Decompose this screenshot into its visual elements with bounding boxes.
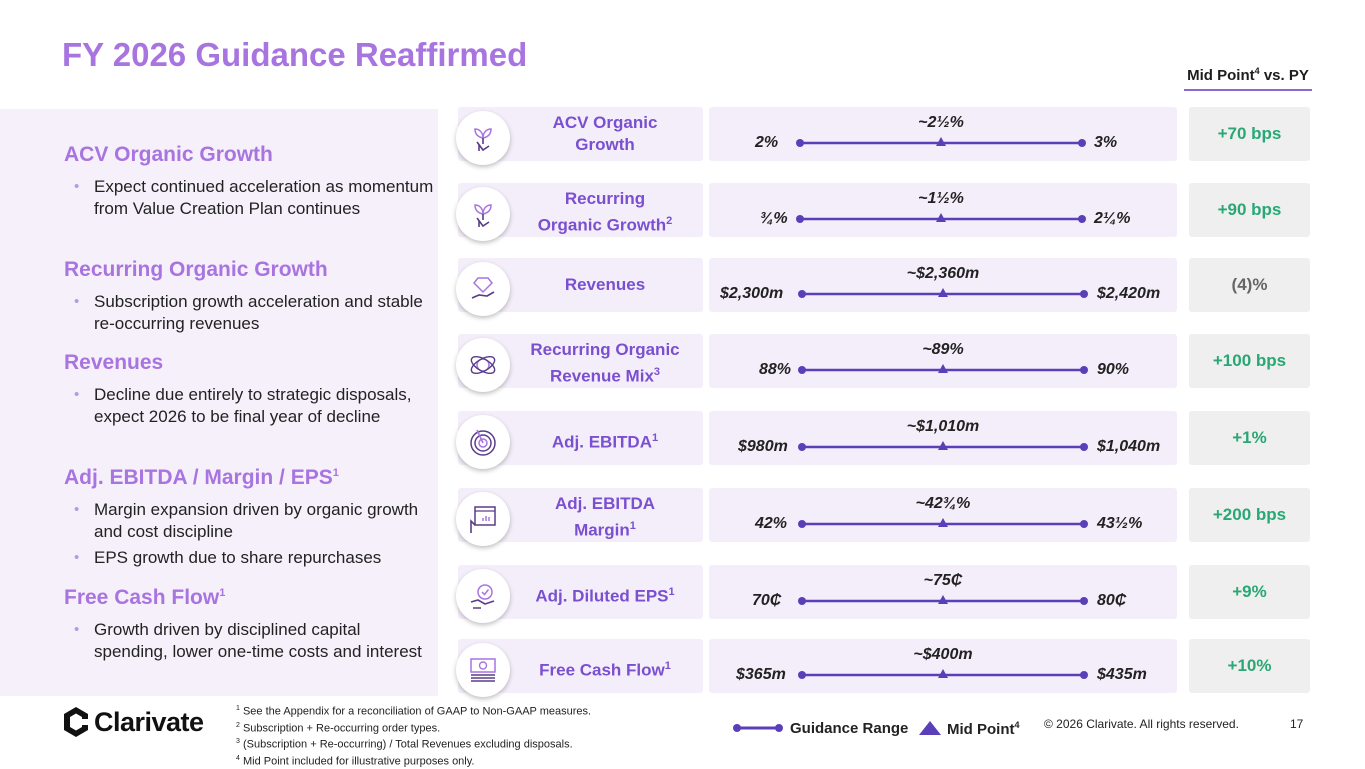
midpoint-marker [938, 441, 948, 450]
vs-prior-year-value: +9% [1189, 565, 1310, 619]
metric-label-line2: Organic Growth [537, 215, 667, 235]
range-low-marker [798, 520, 806, 528]
footnote-line [236, 719, 591, 736]
range-low-value: 42% [755, 515, 788, 532]
clarivate-logo-icon [62, 706, 90, 738]
midpoint-value: ~$2,360m [906, 265, 980, 282]
metric-label-line1: Recurring [564, 189, 646, 208]
copyright: © 2026 Clarivate. All rights reserved. [1044, 717, 1239, 731]
vs-prior-year-value: +1% [1189, 411, 1310, 465]
metric-label-line1: ACV Organic [552, 113, 658, 132]
range-low-value: $2,300m [720, 285, 784, 302]
metric-label-sup: 2 [666, 215, 673, 227]
section-bullet: • Subscription growth acceleration and stable re-occurring revenues [80, 291, 434, 335]
range-high-value: $2,420m [1097, 285, 1161, 302]
guidance-range-line [0, 591, 1365, 611]
guidance-range-line [0, 514, 1365, 534]
footnote-line [236, 702, 591, 719]
midpoint-marker [936, 213, 946, 222]
midpoint-marker [936, 137, 946, 146]
legend-range-label: Guidance Range [790, 720, 909, 737]
midpoint-marker [938, 518, 948, 527]
section-title [64, 258, 328, 282]
metric-label-sup: 3 [653, 366, 661, 378]
midpoint-marker [938, 669, 948, 678]
vs-prior-year-value: +100 bps [1189, 334, 1310, 388]
section-title-text: Revenues [64, 351, 164, 374]
footnote-sup: 4 [236, 754, 240, 762]
metric-label-sup: 1 [651, 432, 659, 444]
vs-prior-year-value: +10% [1189, 639, 1310, 693]
section-title-text: ACV Organic Growth [64, 143, 273, 166]
footnote-sup: 2 [236, 721, 240, 729]
section-bullet: • EPS growth due to share repurchases [80, 547, 434, 569]
midpoint-value: ~$400m [913, 646, 973, 663]
metric-label-line1: Adj. EBITDA [551, 432, 652, 452]
range-high-value: 2¼% [1094, 210, 1131, 227]
guidance-range-line [0, 665, 1365, 685]
range-high-marker [1080, 520, 1088, 528]
metric-label-sup: 1 [664, 660, 671, 672]
range-low-value: 2% [755, 134, 779, 151]
legend-range-icon [732, 721, 784, 735]
metric-label-line1: Adj. EBITDA [554, 494, 656, 513]
midpoint-marker [938, 364, 948, 373]
guidance-range-line [0, 360, 1365, 380]
range-high-marker [1078, 139, 1086, 147]
range-high-marker [1080, 366, 1088, 374]
metric-label-sup: 1 [629, 520, 636, 532]
midpoint-value: ~2½% [918, 114, 964, 131]
range-low-marker [798, 290, 806, 298]
section-bullet: • Expect continued acceleration as momentum from Value Creation Plan continues [80, 176, 434, 220]
page-number: 17 [1290, 717, 1304, 731]
midpoint-value: ~$1,010m [906, 418, 980, 435]
range-high-value: 43½% [1097, 515, 1143, 532]
metric-label-line1: Revenues [564, 275, 646, 294]
range-low-value: 70₵ [752, 592, 782, 609]
range-low-value: $365m [736, 666, 786, 683]
range-low-marker [798, 671, 806, 679]
range-low-marker [798, 597, 806, 605]
section-title-text: Recurring Organic Growth [64, 258, 328, 281]
section-title [64, 466, 339, 490]
section-title-text: Free Cash Flow [64, 586, 220, 609]
guidance-range-line [0, 133, 1365, 153]
midpoint-value: ~75₵ [923, 572, 963, 589]
guidance-range-line [0, 284, 1365, 304]
vs-prior-year-value: (4)% [1189, 258, 1310, 312]
metric-label-line1: Recurring Organic [530, 340, 680, 359]
midpoint-value: ~42¾% [915, 495, 971, 512]
metric-label-line1: Free Cash Flow [539, 660, 665, 680]
section-title-text: Adj. EBITDA / Margin / EPS [64, 466, 333, 489]
metric-label-line2: Margin [574, 520, 630, 540]
metric-label-line1: Adj. Diluted EPS [535, 586, 669, 606]
metric-label-line2: Growth [575, 135, 635, 154]
range-high-marker [1078, 215, 1086, 223]
legend-midpoint-icon [918, 720, 942, 736]
range-high-value: 3% [1094, 134, 1118, 151]
footnote-text: (Subscription + Re-occurring) / Total Revenues excluding disposals. [239, 738, 573, 751]
midpoint-marker [938, 595, 948, 604]
section-title-sup: 1 [219, 587, 226, 599]
vs-header: Mid Point$^4$ vs. PY [1184, 66, 1312, 91]
vs-prior-year-value: +200 bps [1189, 488, 1310, 542]
range-low-value: 88% [759, 361, 792, 378]
clarivate-logo-text: Clarivate [94, 707, 204, 737]
range-high-marker [1080, 290, 1088, 298]
section-bullet: • Margin expansion driven by organic growth and cost discipline [80, 499, 434, 543]
metric-label-sup: 1 [668, 586, 675, 598]
guidance-range-line [0, 437, 1365, 457]
range-low-marker [798, 443, 806, 451]
legend-midpoint-label: Mid Point$^4$ [947, 720, 1020, 738]
range-high-value: 90% [1097, 361, 1130, 378]
range-low-marker [798, 366, 806, 374]
page-title: FY 2026 Guidance Reaffirmed [62, 36, 528, 73]
footnote-line [236, 752, 591, 769]
midpoint-value: ~1½% [918, 190, 964, 207]
footnote-sup: 3 [236, 738, 240, 746]
midpoint-marker [938, 288, 948, 297]
footnote-text: Mid Point included for illustrative purposes only. [239, 755, 475, 768]
range-high-marker [1080, 597, 1088, 605]
footnote-text: See the Appendix for a reconciliation of GAAP to Non-GAAP measures. [239, 705, 592, 718]
guidance-range-line [0, 209, 1365, 229]
range-low-marker [796, 215, 804, 223]
footnotes [236, 702, 591, 769]
vs-prior-year-value: +70 bps [1189, 107, 1310, 161]
footnote-line [236, 735, 591, 752]
range-high-marker [1080, 671, 1088, 679]
section-bullet: • Decline due entirely to strategic disposals, expect 2026 to be final year of decline [80, 384, 434, 428]
range-high-marker [1080, 443, 1088, 451]
range-high-value: 80₵ [1097, 592, 1127, 609]
section-bullet: • Growth driven by disciplined capital spending, lower one-time costs and interest [80, 619, 434, 663]
range-low-value: ¾% [760, 210, 788, 227]
range-low-value: $980m [738, 438, 788, 455]
range-high-value: $435m [1097, 666, 1147, 683]
section-title-sup: 1 [332, 467, 339, 479]
midpoint-value: ~89% [922, 341, 964, 358]
metric-label-line2: Revenue Mix [549, 366, 654, 386]
range-low-marker [796, 139, 804, 147]
vs-prior-year-value: +90 bps [1189, 183, 1310, 237]
range-high-value: $1,040m [1097, 438, 1161, 455]
footnote-text: Subscription + Re-occurring order types. [239, 722, 441, 735]
footnote-sup: 1 [236, 705, 240, 712]
